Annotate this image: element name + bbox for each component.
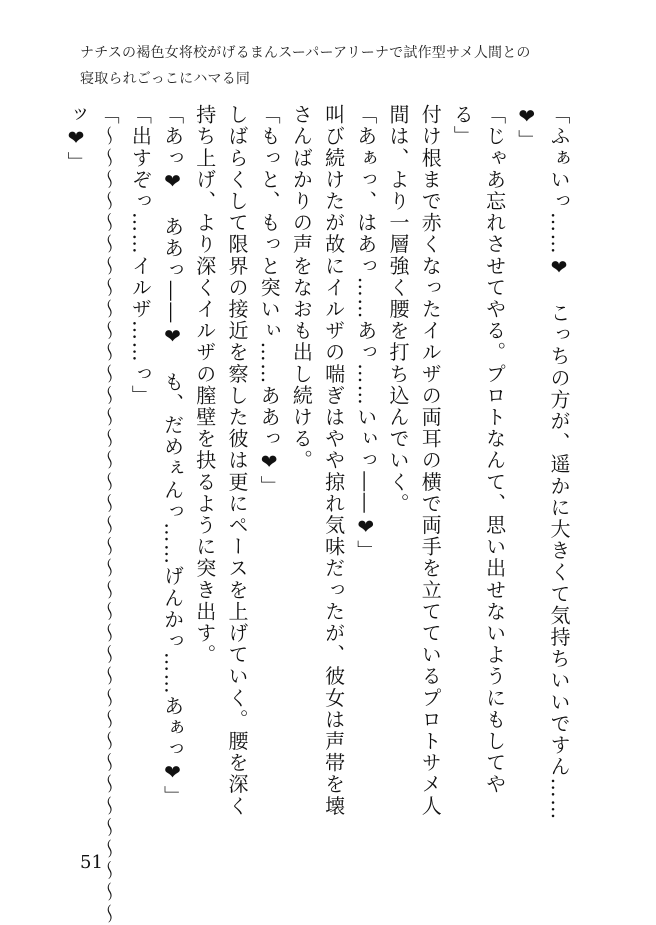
- running-header: [80, 40, 580, 92]
- header-line-2: 寝取られごっこにハマる同: [80, 71, 251, 87]
- text-paragraph: しばらくして限界の接近を察した彼は更にペースを上げていく。腰を深く持ち上げ、より深くイルザの膣壁を抉るように突き出す。: [192, 104, 249, 817]
- text-paragraph: 「じゃあ忘れさせてやる。プロトなんて、思い出せないようにもしてやる」: [450, 104, 507, 796]
- text-paragraph: 「あっ❤ ああっ――❤ も、だめぇんっ……げんかっ……あぁっ❤」: [160, 104, 185, 808]
- text-paragraph: 「ふぁいっ……❤ こっちの方が、遥かに大きくて気持ちいいですん……❤」: [514, 104, 571, 821]
- text-paragraph: 「〜〜〜〜〜〜〜〜〜〜〜〜〜〜〜〜〜〜〜〜〜〜〜〜〜〜〜〜〜〜〜〜〜〜〜〜〜ッ❤」: [63, 104, 121, 925]
- header-line-1: ナチスの褐色女将校がげるまんスーパーアリーナで試作型サメ人間との: [80, 45, 531, 61]
- text-paragraph: 「もっと、もっと突いぃ……ああっ❤」: [257, 104, 282, 497]
- text-paragraph: 叫び続けたが故にイルザの喘ぎはやや掠れ気味だったが、彼女は声帯を壊さんばかりの声をなおも出し続ける。: [289, 104, 346, 817]
- text-paragraph: 「出すぞっ……イルザ……っ」: [128, 104, 153, 407]
- text-paragraph: 付け根まで赤くなったイルザの両耳の横で両手を立てているプロトサメ人間は、より一層強く腰を打ち込んでいく。: [385, 104, 443, 817]
- text-paragraph: 「あぁっ、はあっ……あっ……いぃっ――❤」: [353, 104, 378, 562]
- page-number: 51: [80, 852, 103, 873]
